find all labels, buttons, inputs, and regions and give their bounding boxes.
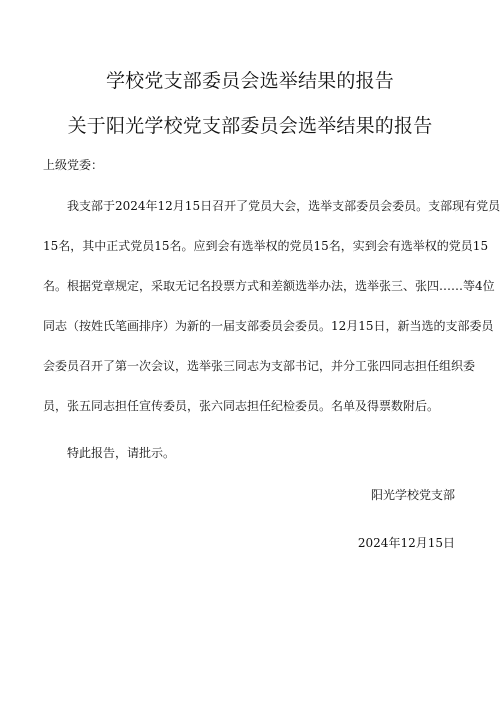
body-line: 名。根据党章规定，采取无记名投票方式和差额选举办法，选举张三、张四……等4位 — [43, 279, 495, 293]
salutation: 上级党委： — [43, 158, 104, 172]
body-line: 15名，其中正式党员15名。应到会有选举权的党员15名，实到会有选举权的党员15 — [43, 239, 489, 253]
signature: 阳光学校党支部 — [370, 488, 455, 502]
document-title: 学校党支部委员会选举结果的报告 — [105, 70, 394, 92]
body-line: 会委员召开了第一次会议，选举张三同志为支部书记，并分工张四同志担任组织委 — [43, 359, 476, 373]
body-line: 员，张五同志担任宣传委员，张六同志担任纪检委员。名单及得票数附后。 — [43, 399, 440, 413]
document-subtitle: 关于阳光学校党支部委员会选举结果的报告 — [67, 115, 433, 137]
body-line: 我支部于2024年12月15日召开了党员大会，选举支部委员会委员。支部现有党员 — [67, 199, 500, 213]
closing-remark: 特此报告，请批示。 — [67, 446, 176, 460]
body-line: 同志（按姓氏笔画排序）为新的一届支部委员会委员。12月15日，新当选的支部委员 — [43, 319, 494, 333]
report-body — [43, 199, 500, 440]
report-date: 2024年12月15日 — [357, 536, 455, 550]
